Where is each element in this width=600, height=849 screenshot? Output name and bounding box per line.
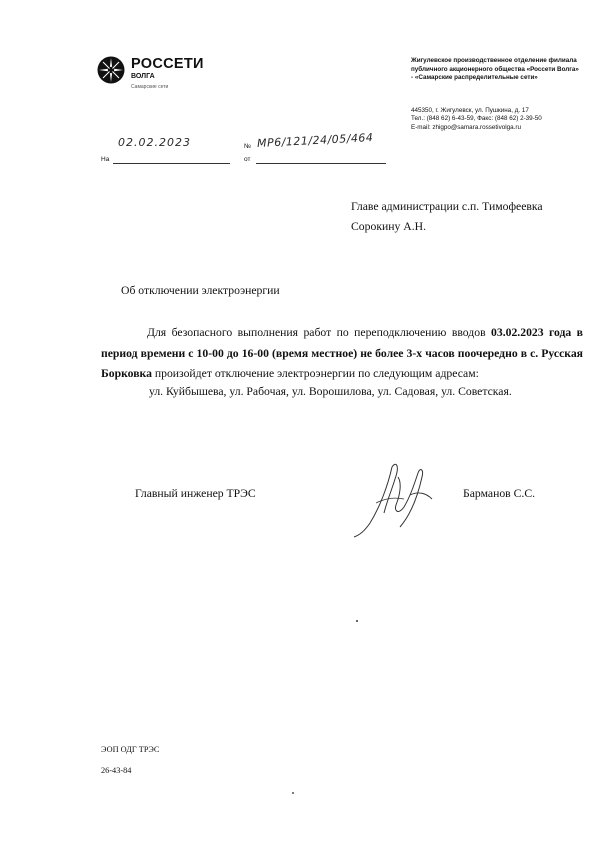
logo-brand: РОССЕТИ: [131, 56, 204, 72]
logo-subbrand: ВОЛГА: [131, 73, 155, 80]
footer-department: ЭОП ОДГ ТРЭС: [101, 745, 160, 754]
stray-dot: [356, 620, 358, 622]
body-bold-text: 03.02.2023 года в период времени с 10-00 до 16-00 (время местное) не более 3-х часов поочередно в с. Русская Борковка: [101, 326, 583, 380]
stray-dot: [292, 792, 294, 794]
na-line: [113, 163, 230, 164]
addressee-name: Сорокину А.Н.: [351, 220, 427, 233]
na-label: На: [101, 156, 110, 163]
addressee-title: Главе администрации с.п. Тимофеевка: [351, 200, 543, 213]
logo-region: Самарские сети: [131, 84, 169, 90]
signer-name: Барманов С.С.: [463, 487, 536, 500]
organization-email: E-mail: zhigpo@samara.rossetivolga.ru: [411, 123, 521, 131]
ot-line: [256, 163, 386, 164]
signer-role: Главный инженер ТРЭС: [135, 487, 256, 500]
number-label: №: [244, 143, 251, 150]
addressee: [351, 197, 543, 237]
street-list: ул. Куйбышева, ул. Рабочая, ул. Ворошилова, ул. Садовая, ул. Советская.: [149, 385, 512, 398]
body-text-2: произойдет отключение электроэнергии по следующим адресам:: [151, 367, 479, 380]
letter-body: [101, 323, 583, 385]
ot-label: от: [244, 156, 251, 163]
handwritten-date: 02.02.2023: [118, 136, 191, 149]
organization-name: Жигулевское производственное отделение филиала публичного акционерного общества «Россети Волга» - «Самарские распределительные сети»: [411, 57, 579, 81]
organization-address: 445350, г. Жигулевск, ул. Пушкина, д. 17: [411, 107, 529, 114]
letter-subject: Об отключении электроэнергии: [121, 284, 280, 297]
organization-phone: Тел.: (848 62) 6-43-59, Факс: (848 62) 2-39-50: [411, 115, 542, 123]
footer-phone: 26-43-84: [101, 766, 132, 775]
rosseti-logo-icon: [97, 56, 125, 84]
organization-contacts: [411, 107, 586, 132]
handwritten-number: МР6/121/24/05/464: [256, 130, 374, 151]
handwritten-signature: [340, 455, 440, 540]
body-text-1: Для безопасного выполнения работ по переподключению вводов: [147, 326, 491, 339]
